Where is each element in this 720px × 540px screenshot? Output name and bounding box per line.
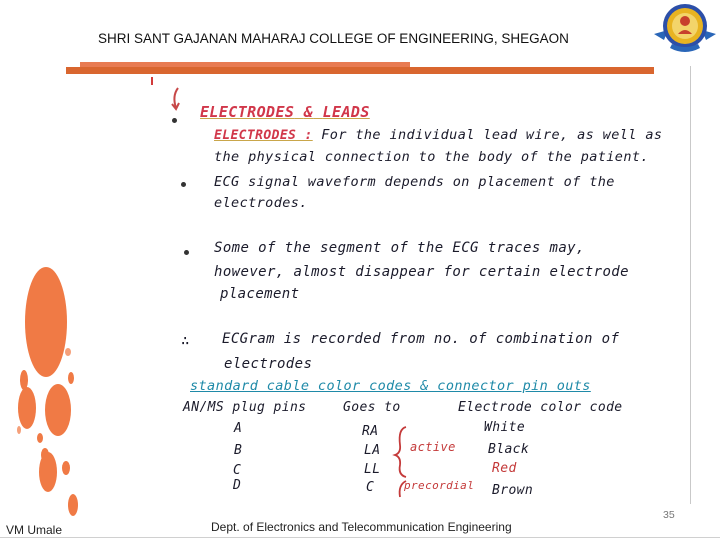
header-divider-highlight (80, 62, 410, 67)
table-cell-pin: B (234, 443, 243, 458)
decor-circle (25, 267, 67, 377)
footer-author: VM Umale (6, 523, 63, 537)
page-number: 35 (663, 509, 675, 521)
bullet (181, 182, 186, 187)
point-2-line-2: electrodes. (214, 195, 308, 211)
decor-circle (18, 387, 36, 429)
point-3-line-3: placement (220, 286, 300, 302)
heading-leads: LEADS (322, 103, 370, 121)
table-cell-pin: C (233, 463, 242, 478)
decor-circle (68, 494, 78, 516)
table-header-plug-pins: AN/MS plug pins (183, 400, 307, 415)
bullet (184, 250, 189, 255)
decor-circle (20, 370, 28, 390)
footer-department: Dept. of Electronics and Telecommunication Engineering (211, 520, 512, 534)
point-3-line-2: however, almost disappear for certain electrode (214, 264, 629, 280)
active-bracket (395, 427, 406, 477)
table-header-goes-to: Goes to (343, 400, 401, 415)
therefore-symbol: ∴ (181, 333, 190, 349)
bottom-divider (0, 537, 720, 538)
decor-circle (45, 384, 71, 436)
decor-circle (65, 348, 71, 356)
table-cell-color: White (484, 420, 526, 435)
decor-circle (37, 433, 43, 443)
bullet (172, 118, 177, 123)
decor-circle (17, 426, 21, 434)
decor-circle (41, 448, 49, 462)
point-2-line-1: ECG signal waveform depends on placement of the (214, 174, 615, 190)
header-divider (66, 67, 654, 74)
slide-heading (200, 103, 370, 121)
table-cell-color: Red (492, 461, 517, 476)
table-cell-pin: A (234, 421, 243, 436)
point-1-text: For the individual lead wire, as well as (321, 127, 663, 143)
table-cell-pin: D (233, 478, 242, 493)
precordial-label: precordial (404, 479, 475, 492)
point-1-line-2: the physical connection to the body of the patient. (214, 149, 649, 165)
heading-electrodes: ELECTRODES (200, 103, 295, 121)
standard-cable-line: standard cable color codes & connector pin outs (190, 378, 591, 394)
table-cell-goes-to: LL (364, 462, 381, 477)
college-name: SHRI SANT GAJANAN MAHARAJ COLLEGE OF ENGINEERING, SHEGAON (98, 31, 569, 46)
pen-arrow-icon (168, 86, 184, 112)
decorative-circles (0, 0, 80, 540)
electrodes-label: ELECTRODES : (214, 128, 313, 143)
point-4-line-2: electrodes (224, 356, 313, 372)
point-4-line-1: ECGram is recorded from no. of combination of (222, 331, 620, 347)
active-label: active (410, 440, 456, 454)
table-cell-goes-to: LA (364, 443, 381, 458)
college-emblem-icon (650, 0, 720, 56)
point-1-line-1 (214, 127, 662, 143)
heading-ampersand: & (303, 103, 314, 121)
red-mark (151, 77, 153, 85)
table-cell-color: Brown (492, 483, 534, 498)
decor-circle (62, 461, 70, 475)
point-3-line-1: Some of the segment of the ECG traces may, (214, 240, 585, 256)
table-cell-color: Black (488, 442, 530, 457)
table-cell-goes-to: C (366, 480, 375, 495)
table-cell-goes-to: RA (362, 424, 379, 439)
table-header-color-code: Electrode color code (458, 400, 623, 415)
decor-circle (68, 372, 74, 384)
right-border (690, 66, 691, 504)
